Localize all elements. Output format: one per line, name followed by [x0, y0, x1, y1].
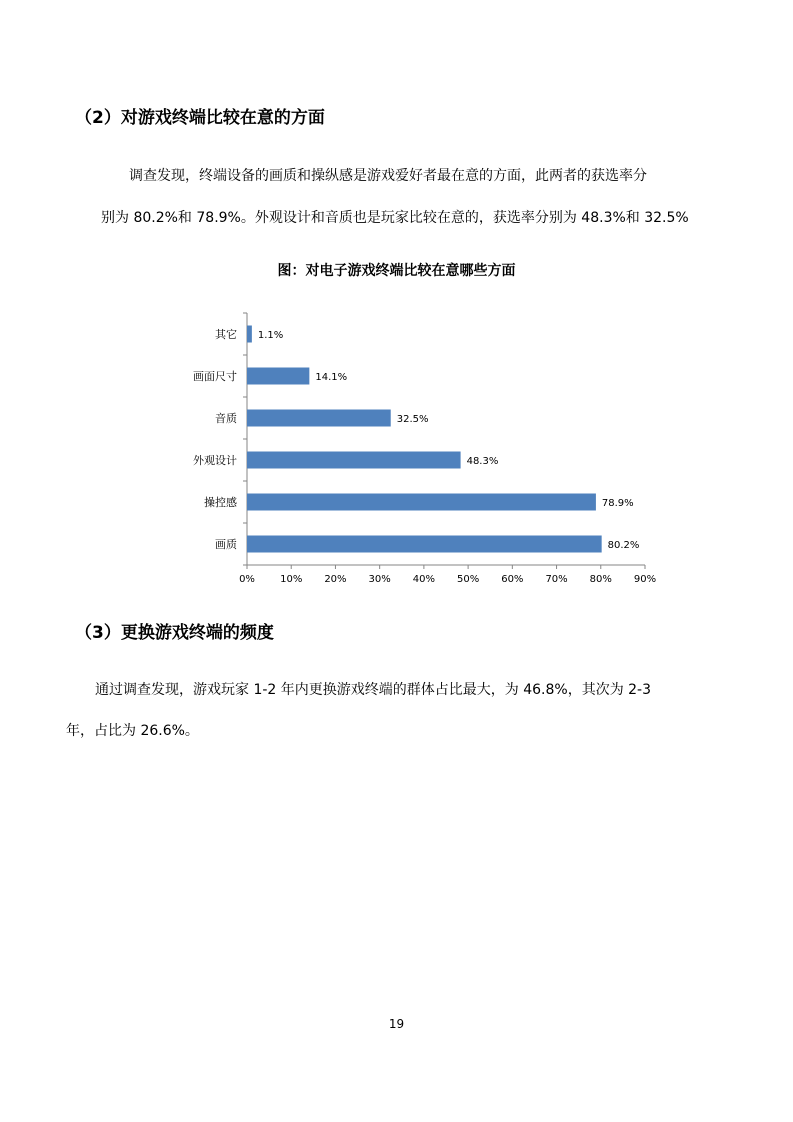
section-3-paragraph-line-2: 年，占比为 26.6%。: [66, 723, 199, 739]
x-tick-label: 50%: [456, 574, 480, 585]
data-label: 14.1%: [315, 372, 348, 383]
bar-chart: [180, 305, 660, 595]
page-number: 19: [388, 1017, 405, 1031]
section-3-paragraph-line-1: 通过调查发现，游戏玩家 1-2 年内更换游戏终端的群体占比最大，为 46.8%，其次为 2-3: [95, 682, 652, 698]
category-label: 音质: [215, 412, 237, 425]
x-tick-label: 70%: [545, 574, 568, 585]
x-tick-label: 60%: [501, 574, 524, 585]
data-label: 32.5%: [396, 414, 429, 425]
x-tick-label: 0%: [239, 574, 255, 585]
section-2-heading: （2）对游戏终端比较在意的方面: [75, 108, 325, 128]
x-tick-label: 80%: [589, 574, 612, 585]
x-tick-label: 90%: [633, 574, 657, 585]
bar: [247, 452, 461, 469]
x-tick-label: 40%: [412, 574, 436, 585]
category-label: 画面尺寸: [193, 370, 237, 383]
data-label: 80.2%: [607, 540, 640, 551]
bar: [247, 536, 602, 553]
bar: [247, 494, 596, 511]
category-label: 外观设计: [193, 454, 237, 467]
section-2-paragraph-line-2: 别为 80.2%和 78.9%。外观设计和音质也是玩家比较在意的，获选率分别为 48.3%和 32.5%: [101, 210, 689, 226]
x-tick-label: 10%: [280, 574, 303, 585]
bar: [247, 410, 391, 427]
category-label: 其它: [215, 328, 237, 341]
section-2-paragraph-line-1: 调查发现，终端设备的画质和操纵感是游戏爱好者最在意的方面，此两者的获选率分: [129, 168, 647, 184]
category-label: 操控感: [204, 496, 237, 509]
x-tick-label: 30%: [368, 574, 391, 585]
section-3-heading: （3）更换游戏终端的频度: [75, 623, 274, 643]
category-label: 画质: [215, 538, 237, 551]
data-label: 1.1%: [257, 330, 284, 341]
bar: [247, 368, 309, 385]
bar: [247, 326, 252, 343]
chart-title: 图：对电子游戏终端比较在意哪些方面: [277, 263, 516, 279]
x-tick-label: 20%: [324, 574, 347, 585]
data-label: 78.9%: [601, 498, 634, 509]
data-label: 48.3%: [466, 456, 499, 467]
